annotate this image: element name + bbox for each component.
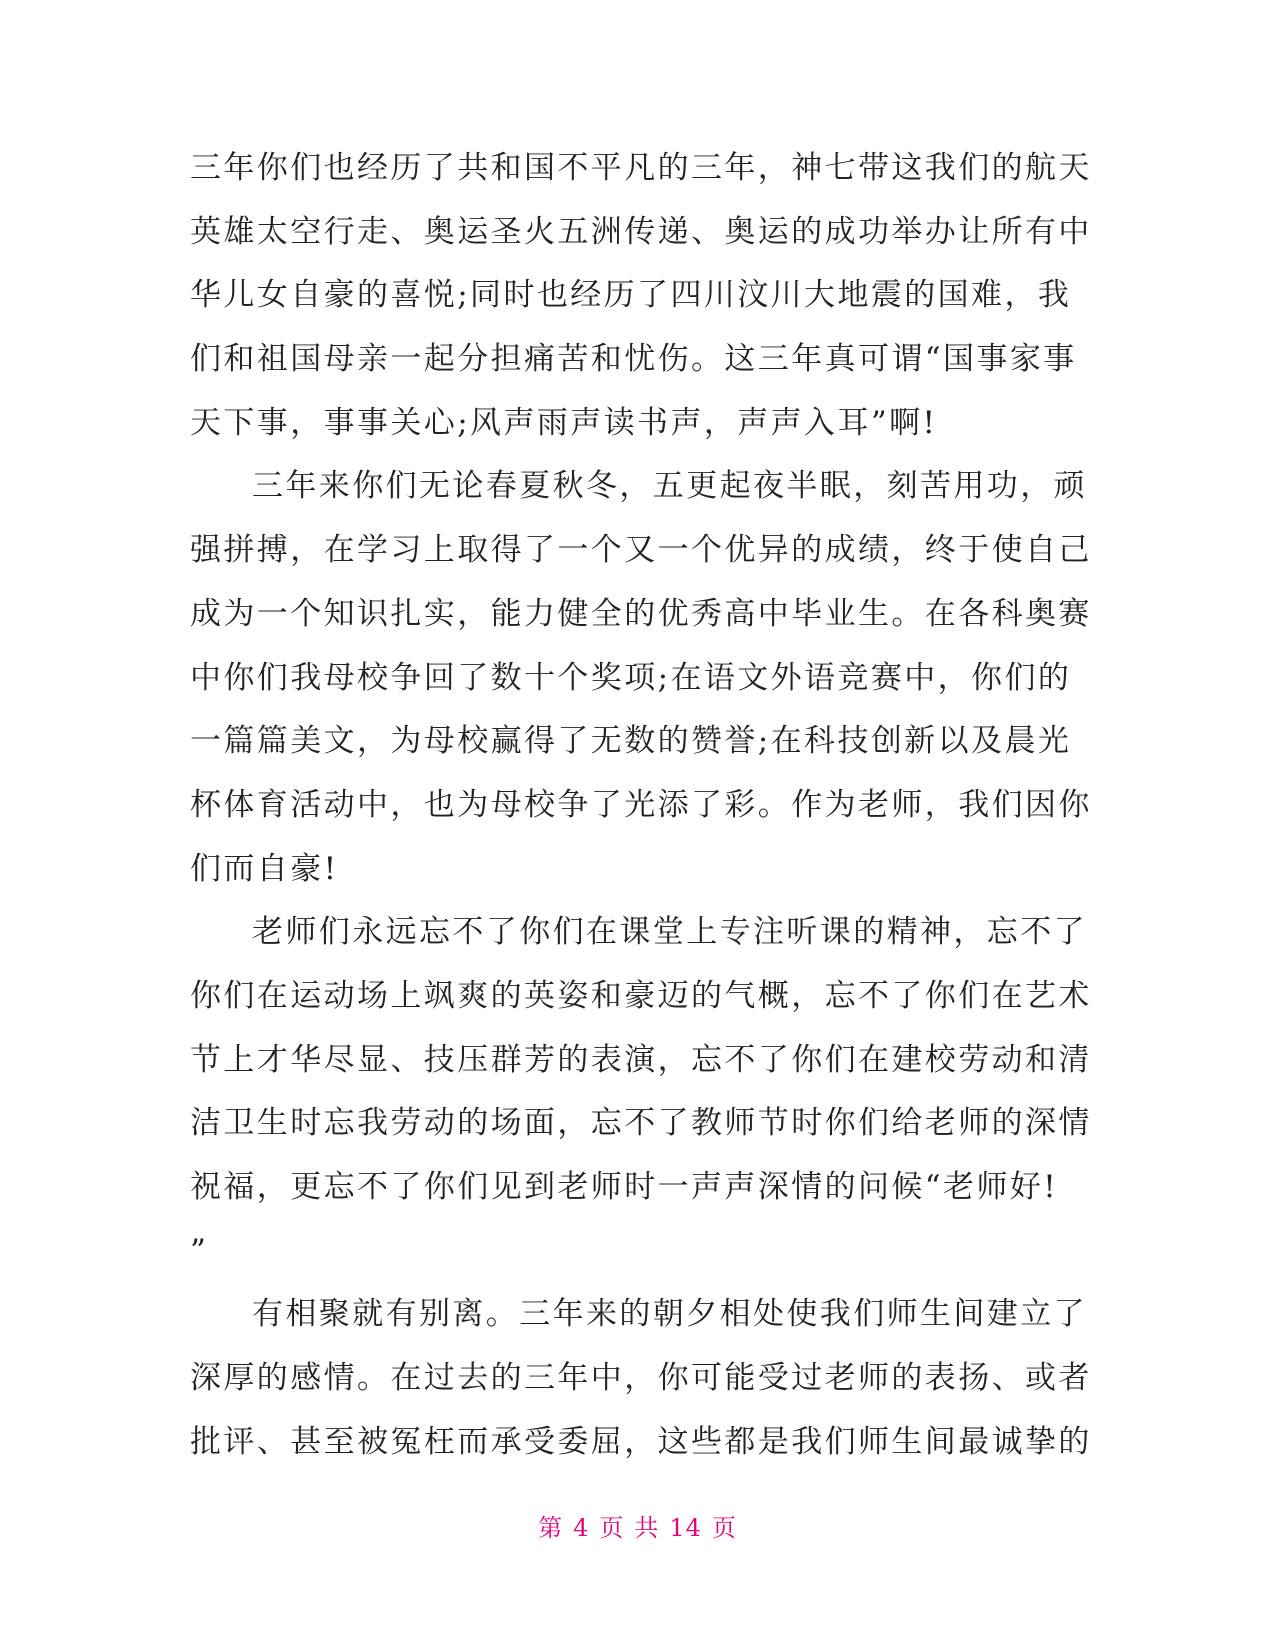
text-line: 三年你们也经历了共和国不平凡的三年，神七带这我们的航天 bbox=[190, 150, 1092, 186]
document-body bbox=[190, 137, 1092, 1474]
footer-suffix: 页 bbox=[711, 1514, 737, 1542]
text-line: 深厚的感情。在过去的三年中，你可能受过老师的表扬、或者 bbox=[190, 1360, 1092, 1397]
text-line: 杯体育活动中，也为母校争了光添了彩。作为老师，我们因你 bbox=[190, 786, 1092, 823]
paragraph-2 bbox=[190, 455, 1092, 901]
text-line: 老师们永远忘不了你们在课堂上专注听课的精神，忘不了 bbox=[252, 914, 1087, 951]
text-line: ” bbox=[190, 1232, 209, 1269]
text-line: 天下事，事事关心;风声雨声读书声，声声入耳”啊! bbox=[190, 404, 938, 441]
text-line: 们而自豪! bbox=[190, 850, 339, 887]
total-page-count: 14 bbox=[669, 1514, 702, 1542]
text-line: 们和祖国母亲一起分担痛苦和忧伤。这三年真可谓“国事家事 bbox=[190, 341, 1077, 378]
text-line: 有相聚就有别离。三年来的朝夕相处使我们师生间建立了 bbox=[252, 1296, 1087, 1333]
footer-total-word: 共 bbox=[634, 1514, 660, 1542]
current-page-number: 4 bbox=[573, 1514, 590, 1542]
paragraph-3 bbox=[190, 901, 1092, 1283]
footer-prefix: 第 bbox=[538, 1514, 564, 1542]
footer-page-word: 页 bbox=[599, 1514, 625, 1542]
text-line: 节上才华尽显、技压群芳的表演，忘不了你们在建校劳动和清 bbox=[190, 1041, 1092, 1078]
paragraph-4 bbox=[190, 1283, 1092, 1474]
text-line: 批评、甚至被冤枉而承受委屈，这些都是我们师生间最诚挚的 bbox=[190, 1423, 1092, 1460]
text-line: 祝福，更忘不了你们见到老师时一声声深情的问候“老师好! bbox=[190, 1169, 1059, 1205]
text-line: 英雄太空行走、奥运圣火五洲传递、奥运的成功举办让所有中 bbox=[190, 213, 1092, 250]
text-line: 一篇篇美文，为母校赢得了无数的赞誉;在科技创新以及晨光 bbox=[190, 723, 1072, 760]
text-line: 成为一个知识扎实，能力健全的优秀高中毕业生。在各科奥赛 bbox=[190, 595, 1092, 632]
text-line: 你们在运动场上飒爽的英姿和豪迈的气概，忘不了你们在艺术 bbox=[190, 977, 1092, 1014]
text-line: 华儿女自豪的喜悦;同时也经历了四川汶川大地震的国难，我 bbox=[190, 277, 1072, 314]
text-line: 强拼搏，在学习上取得了一个又一个优异的成绩，终于使自己 bbox=[190, 532, 1092, 569]
page-number-footer bbox=[0, 1508, 1275, 1543]
text-line: 洁卫生时忘我劳动的场面，忘不了教师节时你们给老师的深情 bbox=[190, 1105, 1092, 1142]
text-line: 中你们我母校争回了数十个奖项;在语文外语竞赛中，你们的 bbox=[190, 659, 1072, 696]
paragraph-1 bbox=[190, 137, 1092, 455]
text-line: 三年来你们无论春夏秋冬，五更起夜半眠，刻苦用功，顽 bbox=[252, 468, 1087, 505]
